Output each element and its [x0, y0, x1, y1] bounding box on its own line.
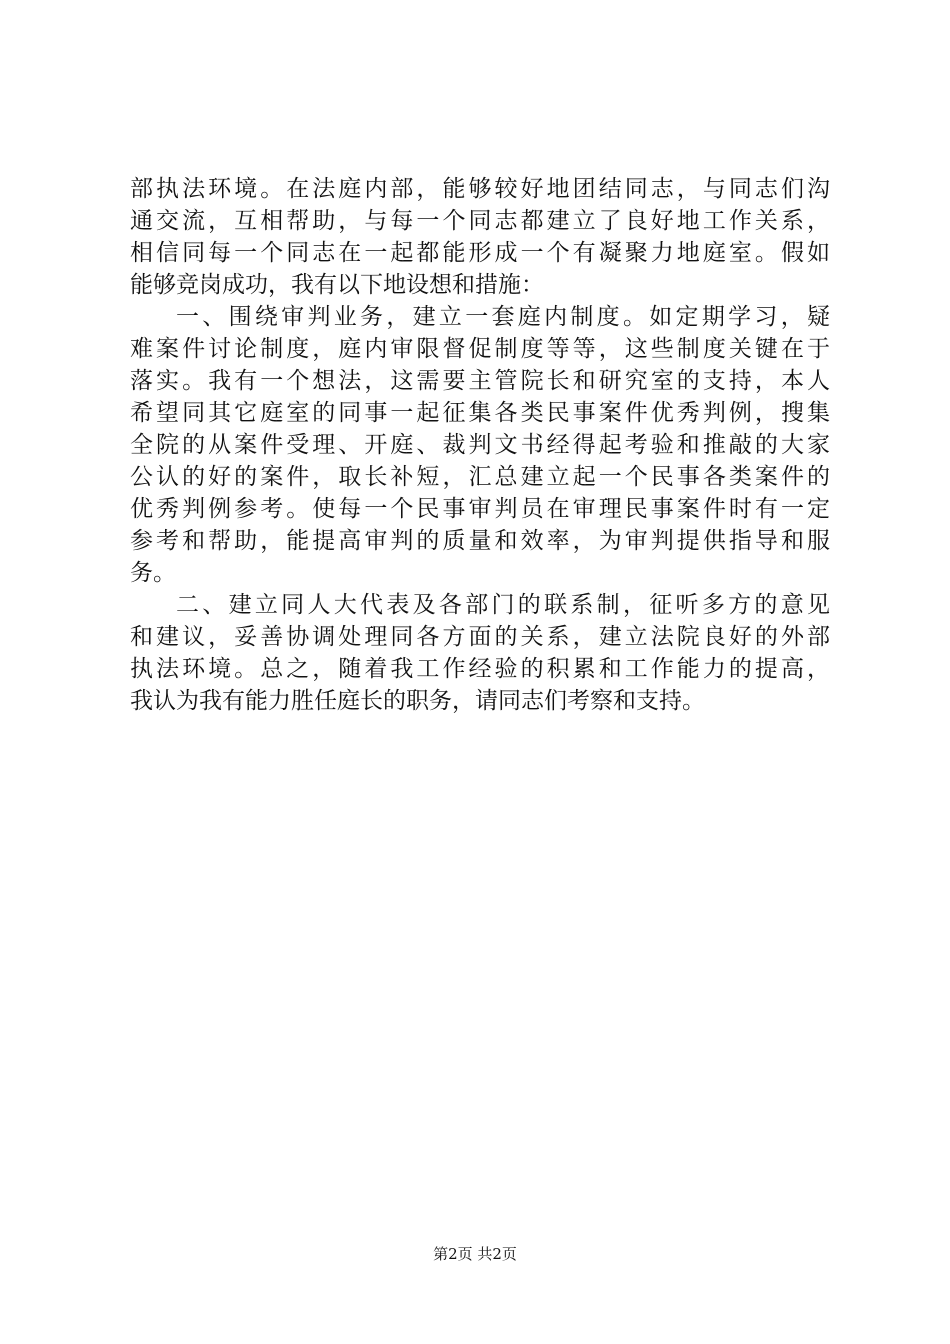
text-line: 务。: [130, 560, 176, 586]
text-line: 部执法环境。在法庭内部，能够较好地团结同志，与同志们沟: [130, 176, 830, 202]
text-line: 优秀判例参考。使每一个民事审判员在审理民事案件时有一定: [130, 496, 830, 522]
paragraph-intro: [130, 173, 830, 301]
document-body: [130, 173, 830, 717]
paragraph-measure-one: [130, 301, 830, 589]
text-line: 参考和帮助，能提高审判的质量和效率，为审判提供指导和服: [130, 528, 830, 554]
text-line: 能够竞岗成功，我有以下地设想和措施：: [130, 272, 544, 298]
text-line: 难案件讨论制度，庭内审限督促制度等等，这些制度关键在于: [130, 336, 830, 362]
text-line: 落实。我有一个想法，这需要主管院长和研究室的支持，本人: [130, 368, 830, 394]
text-line: 我认为我有能力胜任庭长的职务，请同志们考察和支持。: [130, 688, 705, 714]
text-line: 一、围绕审判业务，建立一套庭内制度。如定期学习，疑: [176, 304, 830, 330]
text-line: 通交流，互相帮助，与每一个同志都建立了良好地工作关系，: [130, 208, 830, 234]
text-line: 执法环境。总之，随着我工作经验的积累和工作能力的提高，: [130, 656, 830, 682]
text-line: 相信同每一个同志在一起都能形成一个有凝聚力地庭室。假如: [130, 240, 830, 266]
text-line: 二、建立同人大代表及各部门的联系制，征听多方的意见: [176, 592, 830, 618]
text-line: 希望同其它庭室的同事一起征集各类民事案件优秀判例，搜集: [130, 400, 830, 426]
text-line: 公认的好的案件，取长补短，汇总建立起一个民事各类案件的: [130, 464, 830, 490]
page-number-label: 第2页 共2页: [433, 1245, 517, 1263]
text-line: 和建议，妥善协调处理同各方面的关系，建立法院良好的外部: [130, 624, 830, 650]
text-line: 全院的从案件受理、开庭、裁判文书经得起考验和推敲的大家: [130, 432, 830, 458]
page-footer: [0, 1244, 950, 1264]
paragraph-measure-two: [130, 589, 830, 717]
